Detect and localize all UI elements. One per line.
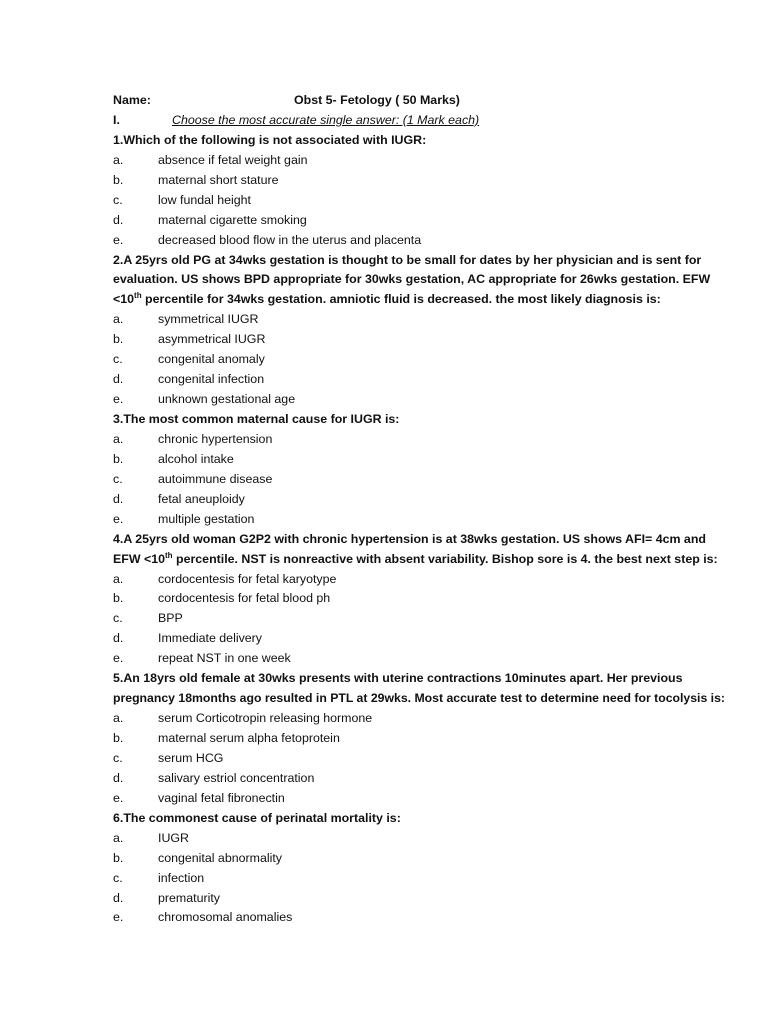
option-letter: b. [113, 332, 124, 347]
option-letter: e. [113, 651, 124, 666]
option-letter: b. [113, 731, 124, 745]
option-text: IUGR [158, 830, 189, 845]
question-5-option-a [113, 709, 723, 729]
question-5-stem-line-2: pregnancy 18months ago resulted in PTL at 29wks. Most accurate test to determine need for tocolysis is: [113, 691, 725, 706]
question-1-option-c [113, 191, 723, 211]
question-4-option-c [113, 609, 723, 629]
option-letter: b. [113, 451, 124, 466]
option-letter: c. [113, 192, 123, 207]
question-5-option-e [113, 789, 723, 809]
question-1-option-b [113, 171, 723, 191]
option-letter: a. [113, 312, 124, 327]
option-text: asymmetrical IUGR [158, 332, 266, 347]
option-text: congenital infection [158, 372, 265, 387]
superscript: th [134, 291, 142, 301]
option-letter: b. [113, 850, 124, 865]
option-text: BPP [158, 611, 183, 626]
option-text: vaginal fetal fibronectin [158, 790, 285, 805]
question-2-option-a [113, 310, 723, 330]
option-letter: c. [113, 611, 123, 626]
question-2-option-e [113, 390, 723, 410]
option-letter: d. [113, 212, 124, 227]
question-1-option-a [113, 151, 723, 171]
question-4-option-b [113, 589, 723, 609]
question-3-option-e [113, 510, 723, 530]
option-text: unknown gestational age [158, 392, 296, 407]
option-letter: c. [113, 352, 123, 367]
section-instruction: Choose the most accurate single answer: (1 Mark each) [172, 112, 480, 127]
question-1-option-e [113, 231, 723, 251]
option-text: chronic hypertension [158, 431, 273, 446]
option-text: cordocentesis for fetal karyotype [158, 571, 337, 586]
option-text: serum Corticotropin releasing hormone [158, 711, 373, 726]
option-text: chromosomal anomalies [158, 910, 293, 925]
question-6-option-e [113, 908, 723, 928]
option-text: infection [158, 870, 205, 885]
question-2-option-b [113, 330, 723, 350]
section-number: I. [113, 112, 120, 127]
option-text: maternal cigarette smoking [158, 212, 307, 227]
option-letter: b. [113, 591, 124, 606]
option-letter: e. [113, 790, 124, 805]
stem-text: percentile. NST is nonreactive with absent variability. Bishop sore is 4. the best next step is: [172, 551, 718, 566]
option-text: absence if fetal weight gain [158, 152, 308, 167]
option-letter: e. [113, 232, 124, 247]
stem-text: percentile for 34wks gestation. amniotic fluid is decreased. the most likely diagnosis is: [141, 292, 661, 307]
question-2-stem-line-1: 2.A 25yrs old PG at 34wks gestation is thought to be small for dates by her physician and is sent for [113, 252, 702, 267]
option-text: serum HCG [158, 750, 224, 765]
option-letter: d. [113, 372, 124, 387]
exam-content [113, 91, 723, 928]
option-text: salivary estriol concentration [158, 770, 315, 785]
question-6-option-c [113, 869, 723, 889]
option-text: fetal aneuploidy [158, 491, 245, 506]
option-text: alcohol intake [158, 451, 234, 466]
stem-text: EFW <10 [113, 551, 165, 566]
question-6-option-b [113, 849, 723, 869]
option-letter: c. [113, 870, 123, 885]
option-text: symmetrical IUGR [158, 312, 259, 327]
question-6-stem: 6.The commonest cause of perinatal mortality is: [113, 810, 401, 825]
question-2-stem-line-2: evaluation. US shows BPD appropriate for 30wks gestation, AC appropriate for 26wks gestation. EFW [113, 272, 711, 287]
option-letter: b. [113, 172, 124, 187]
option-text: maternal short stature [158, 172, 279, 187]
stem-text: <10 [113, 292, 135, 307]
option-text: Immediate delivery [158, 631, 262, 646]
question-3-stem: 3.The most common maternal cause for IUGR is: [113, 412, 400, 426]
question-6-option-a [113, 829, 723, 849]
option-text: repeat NST in one week [158, 651, 291, 666]
option-letter: e. [113, 392, 124, 407]
option-letter: e. [113, 910, 124, 925]
question-5-option-b [113, 729, 723, 749]
question-5-option-d [113, 769, 723, 789]
question-4-stem-line-1: 4.A 25yrs old woman G2P2 with chronic hypertension is at 38wks gestation. US shows AFI= 4cm and [113, 531, 706, 546]
option-text: multiple gestation [158, 511, 255, 526]
question-4-stem-line-2 [113, 550, 723, 570]
question-3-option-b [113, 450, 723, 470]
name-label: Name: [113, 93, 151, 107]
option-text: maternal serum alpha fetoprotein [158, 731, 340, 745]
question-3-option-c [113, 470, 723, 490]
option-letter: a. [113, 711, 124, 726]
question-2-stem-line-3 [113, 290, 723, 310]
option-text: cordocentesis for fetal blood ph [158, 591, 331, 606]
question-4-option-e [113, 649, 723, 669]
option-letter: c. [113, 750, 123, 765]
option-letter: d. [113, 631, 124, 646]
question-4-option-a [113, 570, 723, 590]
exam-header [113, 91, 723, 111]
question-4-option-d [113, 629, 723, 649]
option-letter: d. [113, 890, 124, 905]
option-text: decreased blood flow in the uterus and placenta [158, 232, 422, 247]
option-letter: a. [113, 152, 124, 167]
question-2-option-d [113, 370, 723, 390]
option-text: prematurity [158, 890, 220, 905]
option-letter: a. [113, 431, 124, 446]
question-2-option-c [113, 350, 723, 370]
option-text: congenital anomaly [158, 352, 265, 367]
option-letter: a. [113, 571, 124, 586]
option-text: low fundal height [158, 192, 251, 207]
question-1-option-d [113, 211, 723, 231]
option-text: congenital abnormality [158, 850, 282, 865]
question-5-stem-line-1: 5.An 18yrs old female at 30wks presents with uterine contractions 10minutes apart. Her previous [113, 671, 683, 686]
option-letter: d. [113, 491, 124, 506]
superscript: th [165, 550, 173, 560]
question-1-stem: 1.Which of the following is not associated with IUGR: [113, 132, 427, 147]
section-heading [113, 111, 723, 131]
question-6-option-d [113, 889, 723, 909]
option-letter: e. [113, 511, 124, 526]
question-3-option-a [113, 430, 723, 450]
question-5-option-c [113, 749, 723, 769]
option-text: autoimmune disease [158, 471, 273, 486]
question-3-option-d [113, 490, 723, 510]
option-letter: a. [113, 830, 124, 845]
option-letter: d. [113, 770, 124, 785]
option-letter: c. [113, 471, 123, 486]
exam-title: Obst 5- Fetology ( 50 Marks) [294, 93, 460, 107]
